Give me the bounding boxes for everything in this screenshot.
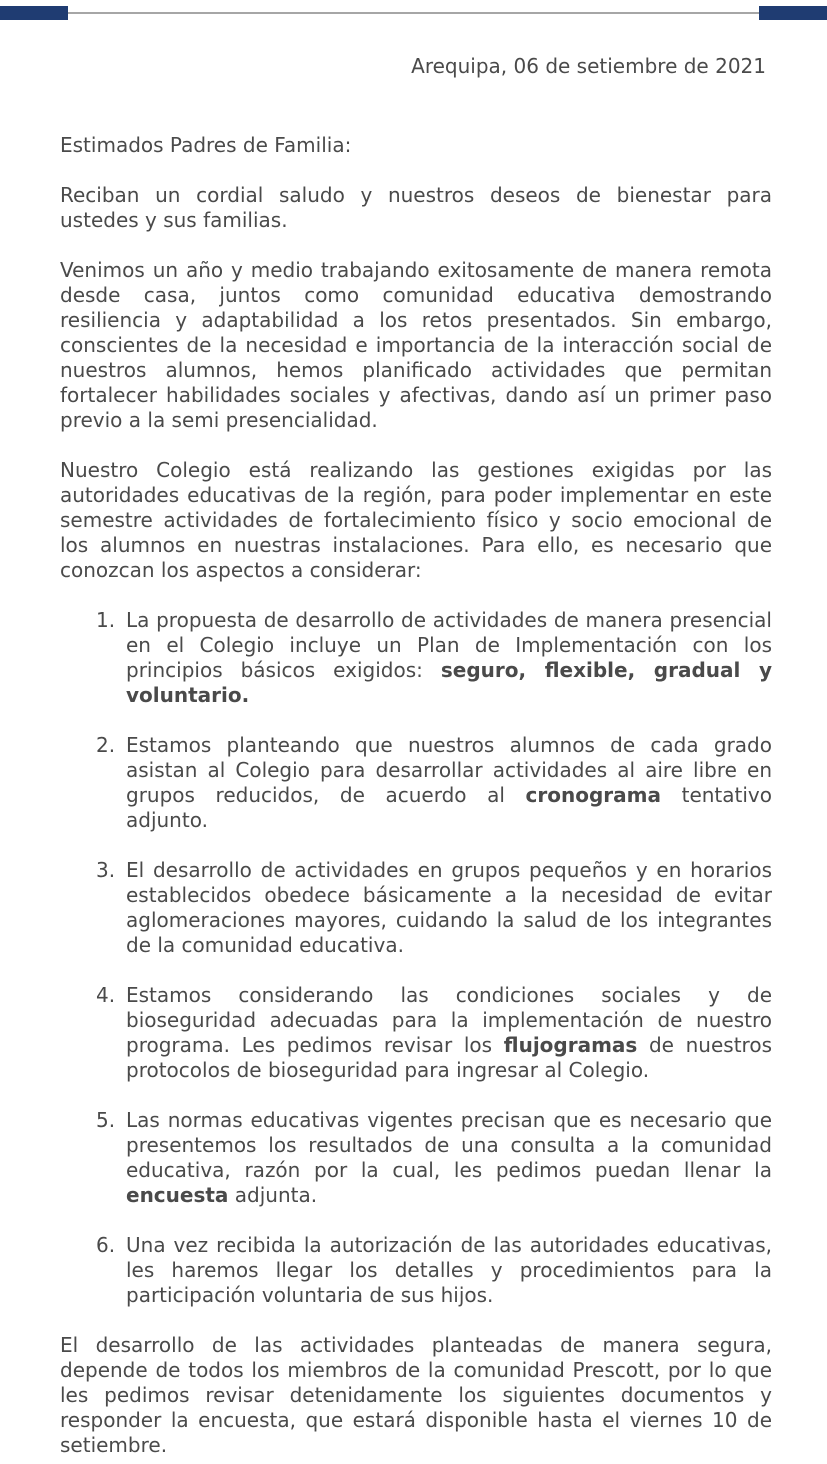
list-item-bold: flujogramas xyxy=(503,1033,638,1057)
list-item-text-after: de nuestros protocolos de bioseguridad para ingresar al Colegio. xyxy=(126,1033,772,1082)
list-item xyxy=(60,983,772,1083)
list-item-bold: cronograma xyxy=(525,783,661,807)
list-item-number: 5. xyxy=(96,1108,116,1132)
header-rule xyxy=(0,6,827,20)
list-item-number: 2. xyxy=(96,733,116,757)
list-item-text: La propuesta de desarrollo de actividades de manera presencial en el Colegio incluye un Plan de Implementación con los principios básicos exigidos: xyxy=(126,608,772,682)
letter-date: Arequipa, 06 de setiembre de 2021 xyxy=(411,54,766,78)
list-item-bold: encuesta xyxy=(126,1183,229,1207)
letter-greeting: Estimados Padres de Familia: xyxy=(60,133,352,157)
list-item-number: 4. xyxy=(96,983,116,1007)
list-item-number: 1. xyxy=(96,608,116,632)
list-item-text: Estamos planteando que nuestros alumnos de cada grado asistan al Colegio para desarrollar actividades al aire libre en grupos reducidos, de acuerdo al xyxy=(126,733,772,807)
letter-body xyxy=(60,54,772,1458)
list-item-text: Estamos considerando las condiciones sociales y de bioseguridad adecuadas para la implementación de nuestro programa. Les pedimos revisar los xyxy=(126,983,772,1057)
paragraph-school-management: Nuestro Colegio está realizando las gestiones exigidas por las autoridades educativas de la región, para poder implementar en este semestre actividades de fortalecimiento físico y socio emocional de los alumnos en nuestras instalaciones. Para ello, es necesario que conozcan los aspectos a considerar: xyxy=(60,458,772,582)
header-accent-right xyxy=(759,6,827,20)
list-item xyxy=(60,733,772,833)
list-item-text: El desarrollo de actividades en grupos pequeños y en horarios establecidos obedece básicamente a la necesidad de evitar aglomeraciones mayores, cuidando la salud de los integrantes de la comunidad educativa. xyxy=(126,858,772,957)
list-item xyxy=(60,858,772,958)
paragraph-greeting-wishes: Reciban un cordial saludo y nuestros deseos de bienestar para ustedes y sus familias. xyxy=(60,183,772,232)
paragraph-remote-work: Venimos un año y medio trabajando exitosamente de manera remota desde casa, juntos como comunidad educativa demostrando resiliencia y adaptabilidad a los retos presentados. Sin embargo, conscientes de la necesidad e importancia de la interacción social de nuestros alumnos, hemos planificado actividades que permitan fortalecer habilidades sociales y afectivas, dando así un primer paso previo a la semi presencialidad. xyxy=(60,258,772,432)
header-rule-line xyxy=(60,12,767,14)
paragraph-closing: El desarrollo de las actividades planteadas de manera segura, depende de todos los miembros de la comunidad Prescott, por lo que les pedimos revisar detenidamente los siguientes documentos y responder la encuesta, que estará disponible hasta el viernes 10 de setiembre. xyxy=(60,1333,772,1457)
list-item-bold: seguro, flexible, gradual y voluntario. xyxy=(126,658,772,707)
list-item-number: 3. xyxy=(96,858,116,882)
list-item-text: Las normas educativas vigentes precisan que es necesario que presentemos los resultados de una consulta a la comunidad educativa, razón por la cual, les pedimos puedan llenar la xyxy=(126,1108,772,1182)
list-item xyxy=(60,1108,772,1208)
list-item-text-after: tentativo adjunto. xyxy=(126,783,772,832)
header-accent-left xyxy=(0,6,68,20)
list-item xyxy=(60,608,772,708)
list-item xyxy=(60,1233,772,1308)
list-item-text: Una vez recibida la autorización de las autoridades educativas, les haremos llegar los detalles y procedimientos para la participación voluntaria de sus hijos. xyxy=(126,1233,772,1307)
list-item-number: 6. xyxy=(96,1233,116,1257)
considerations-list xyxy=(60,608,772,1308)
list-item-text-after: adjunta. xyxy=(228,1183,318,1207)
